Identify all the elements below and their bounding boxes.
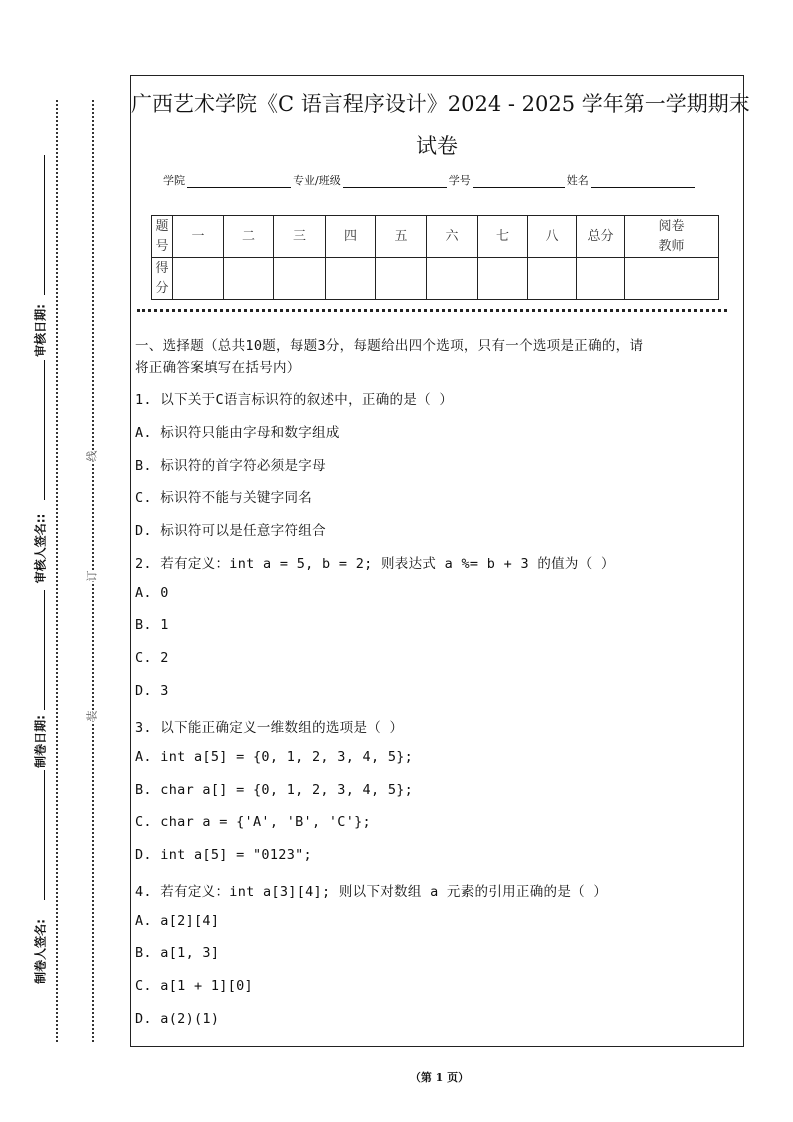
exam-title-line2: 试卷 xyxy=(416,134,458,158)
answer-option: A. a[2][4] xyxy=(135,913,220,929)
col-header: 八 xyxy=(528,216,577,258)
score-cell[interactable] xyxy=(625,258,719,300)
margin-dotted-line-outer xyxy=(56,100,58,1042)
prepare-date-label: 制卷日期: xyxy=(33,715,48,768)
col-header: 六 xyxy=(427,216,478,258)
score-cell[interactable] xyxy=(528,258,577,300)
answer-option: B. 1 xyxy=(135,617,169,633)
col-header: 总分 xyxy=(577,216,625,258)
score-cell[interactable] xyxy=(478,258,528,300)
col-header: 四 xyxy=(326,216,376,258)
exam-title: 广西艺术学院《C 语言程序设计》2024 - 2025 学年第一学期期末 xyxy=(131,92,750,116)
score-table-header-row xyxy=(152,216,719,258)
major-class-field[interactable] xyxy=(343,173,447,188)
score-table xyxy=(151,215,719,300)
answer-option: B. a[1, 3] xyxy=(135,945,220,961)
binding-char-ding: 订 xyxy=(85,570,99,582)
question-stem: 1. 以下关于C语言标识符的叙述中，正确的是（ ） xyxy=(135,392,454,408)
answer-option: A. 标识符只能由字母和数字组成 xyxy=(135,425,340,441)
reviewer-signature-label: 审核人签名:: xyxy=(33,513,48,584)
answer-option: B. 标识符的首字符必须是字母 xyxy=(135,458,326,474)
preparer-signature-label: 制卷人签名: xyxy=(33,919,48,984)
answer-option: C. a[1 + 1][0] xyxy=(135,978,253,994)
answer-option: C. 标识符不能与关键字同名 xyxy=(135,490,313,506)
college-label: 学院 xyxy=(163,174,185,187)
answer-option: C. 2 xyxy=(135,650,169,666)
student-id-field[interactable] xyxy=(473,173,565,188)
name-field[interactable] xyxy=(591,173,695,188)
signature-line xyxy=(44,155,45,295)
answer-option: D. int a[5] = "0123"; xyxy=(135,847,312,863)
answer-option: C. char a = {'A', 'B', 'C'}; xyxy=(135,814,371,830)
section-heading: 一、选择题（总共10题，每题3分，每题给出四个选项，只有一个选项是正确的，请 xyxy=(135,338,644,354)
answer-option: A. 0 xyxy=(135,585,169,601)
score-cell[interactable] xyxy=(577,258,625,300)
score-cell[interactable] xyxy=(224,258,274,300)
signature-line xyxy=(44,770,45,900)
score-cell[interactable] xyxy=(326,258,376,300)
col-header: 阅卷教师 xyxy=(625,216,719,258)
col-header: 七 xyxy=(478,216,528,258)
answer-option: A. int a[5] = {0, 1, 2, 3, 4, 5}; xyxy=(135,749,414,765)
col-header: 一 xyxy=(173,216,224,258)
major-class-label: 专业/班级 xyxy=(293,174,341,187)
student-info xyxy=(163,172,697,188)
binding-char-zhuang: 装 xyxy=(85,710,99,722)
section-heading: 将正确答案填写在括号内） xyxy=(135,360,301,376)
score-cell[interactable] xyxy=(376,258,427,300)
college-field[interactable] xyxy=(187,173,291,188)
col-header: 五 xyxy=(376,216,427,258)
score-label: 得分 xyxy=(152,258,173,300)
student-id-label: 学号 xyxy=(448,174,471,187)
score-table-score-row xyxy=(152,258,719,300)
answer-option: B. char a[] = {0, 1, 2, 3, 4, 5}; xyxy=(135,782,414,798)
signature-line xyxy=(44,590,45,710)
col-header: 二 xyxy=(224,216,274,258)
header-label: 题号 xyxy=(152,216,173,258)
answer-option: D. 3 xyxy=(135,683,169,699)
signature-line xyxy=(44,360,45,500)
col-header: 三 xyxy=(274,216,326,258)
question-stem: 4. 若有定义：int a[3][4]; 则以下对数组 a 元素的引用正确的是（ ） xyxy=(135,884,608,900)
binding-char-xian: 线 xyxy=(85,450,99,462)
question-stem: 2. 若有定义：int a = 5, b = 2; 则表达式 a %= b + 3 的值为（ ） xyxy=(135,556,615,572)
name-label: 姓名 xyxy=(566,174,589,187)
page-number: （第 1 页） xyxy=(409,1071,470,1084)
score-cell[interactable] xyxy=(173,258,224,300)
review-date-label: 审核日期: xyxy=(33,304,48,357)
question-stem: 3. 以下能正确定义一维数组的选项是（ ） xyxy=(135,720,404,736)
answer-option: D. a(2)(1) xyxy=(135,1011,220,1027)
score-cell[interactable] xyxy=(427,258,478,300)
separator-dotted-line xyxy=(137,309,727,312)
score-cell[interactable] xyxy=(274,258,326,300)
answer-option: D. 标识符可以是任意字符组合 xyxy=(135,523,326,539)
